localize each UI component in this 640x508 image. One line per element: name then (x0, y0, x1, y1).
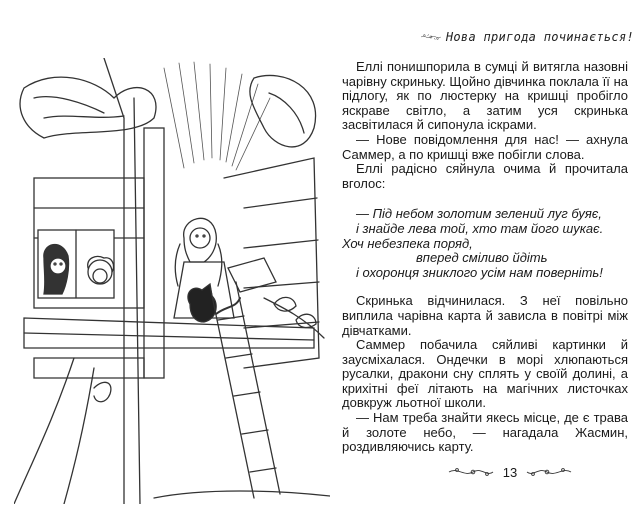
poem (342, 207, 628, 280)
poem-line: і охоронця зниклого усім нам поверніть! (356, 264, 603, 280)
body-text (342, 60, 628, 455)
paragraph: Саммер побачила сяйливі картинки й заусміхалася. Ондечки в морі хлюпаються русалки, дракони сну сплять у своїй долині, а крихітні феї літають на магічних листочках довкруж льотної школи. (342, 337, 628, 411)
treehouse-illustration-icon (14, 58, 330, 504)
poem-line: і знайде лева той, хто там його шукає. (356, 220, 604, 236)
poem-line: вперед сміливо йдіть (416, 250, 548, 266)
vine-ornament-icon (525, 466, 573, 478)
poem-line: Хоч небезпека поряд, (342, 235, 473, 251)
vine-ornament-icon (420, 30, 442, 44)
page-footer (430, 462, 590, 482)
paragraph: — Нам треба знайти якесь місце, де є трава й золоте небо, — нагадала Жасмин, роздивляючись карту. (342, 410, 628, 455)
paragraph: Скринька відчинилася. З неї повільно виплила чарівна карта й зависла в повітрі між дівчатками. (342, 293, 628, 338)
running-header (420, 28, 634, 46)
paragraph: Еллі понишпорила в сумці й витягла назовні чарівну скриньку. Щойно дівчинка поклала її на підлогу, як по люстерку на кришці пробігло яскраве світло, а затим уся скринька засвітилася й сипонула іскрами. (342, 59, 628, 133)
vine-ornament-icon (447, 466, 495, 478)
paragraph: — Нове повідомлення для нас! — ахнула Саммер, а по кришці вже побігли слова. (342, 131, 628, 162)
chapter-title: Нова пригода починається! (445, 30, 634, 44)
poem-line: — Під небом золотим зелений луг буяє, (356, 206, 602, 222)
page-number: 13 (502, 464, 518, 480)
paragraph: Еллі радісно сяйнула очима й прочитала вголос: (342, 161, 628, 191)
